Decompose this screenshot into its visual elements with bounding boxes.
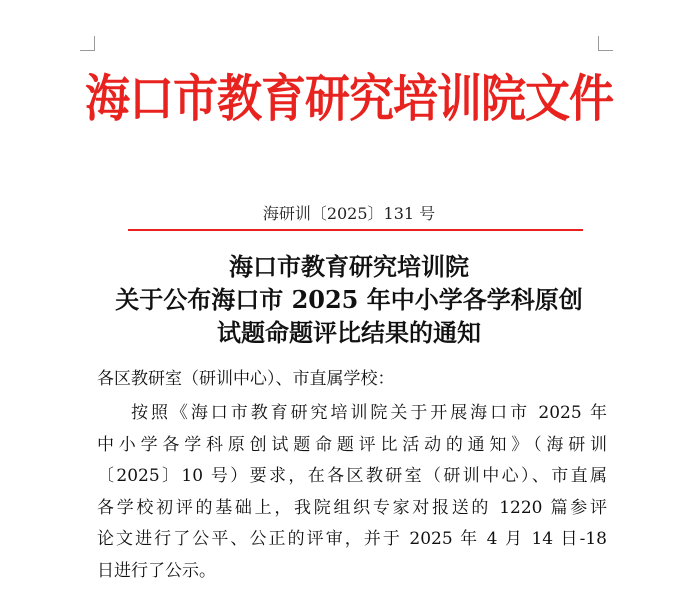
body-line: 〔2025〕10 号）要求，在各区教研室（研训中心）、市直属 xyxy=(97,466,607,486)
body-line: 中小学各学科原创试题命题评比活动的通知》（海研训 xyxy=(97,434,607,455)
notice-title-line: 试题命题评比结果的通知 xyxy=(217,318,481,347)
body-line: 论文进行了公平、公正的评审，并于 2025 年 4 月 14 日-18 xyxy=(97,529,607,549)
crop-mark-top-right xyxy=(598,36,613,51)
crop-mark-top-left xyxy=(80,36,95,51)
red-separator-line xyxy=(128,229,583,231)
document-number: 海研训〔2025〕131 号 xyxy=(262,204,436,223)
body-line: 按照《海口市教育研究培训院关于开展海口市 2025 年 xyxy=(131,403,607,423)
body-paragraph xyxy=(97,398,607,587)
notice-title-line: 关于公布海口市 2025 年中小学各学科原创 xyxy=(115,285,583,314)
issuer-header-title: 海口市教育研究培训院文件 xyxy=(84,69,613,129)
body-line: 各学校初评的基础上，我院组织专家对报送的 1220 篇参评 xyxy=(97,497,607,518)
notice-title xyxy=(0,250,698,349)
body-line: 日进行了公示。 xyxy=(97,560,216,581)
addressee-line: 各区教研室（研训中心）、市直属学校： xyxy=(97,369,395,389)
notice-title-line: 海口市教育研究培训院 xyxy=(229,252,469,281)
